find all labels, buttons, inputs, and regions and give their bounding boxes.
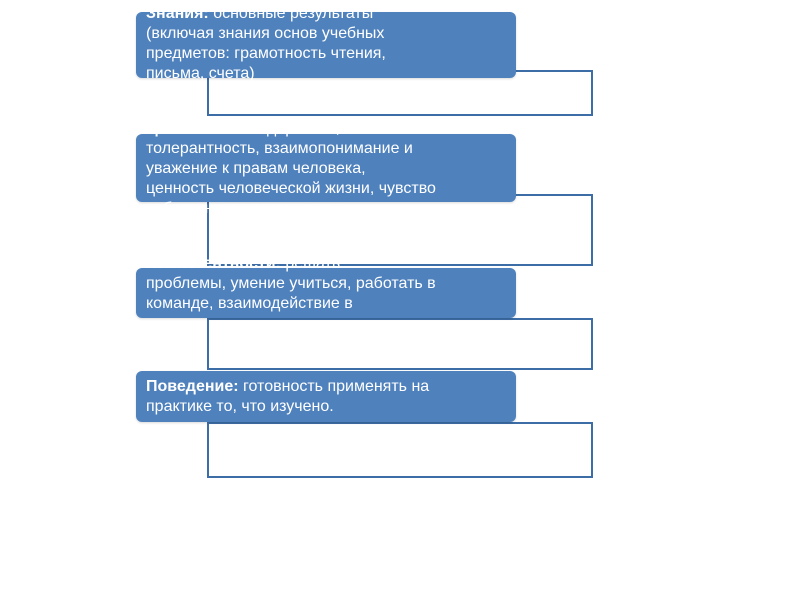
values-box — [136, 120, 516, 217]
competencies-text-1: решать — [280, 255, 341, 272]
values-heading: Ценности: — [146, 120, 228, 137]
behavior-heading: Поведение: — [146, 378, 239, 395]
knowledge-line-3: предметов: грамотность чтения, — [146, 45, 386, 62]
values-line-3: уважение к правам человека, — [146, 160, 366, 177]
values-line-1 — [146, 119, 506, 139]
competencies-line-1 — [146, 254, 506, 274]
knowledge-heading: Знания: — [146, 5, 209, 22]
competencies-heading: Компетентности: — [146, 255, 281, 272]
behavior-line-1 — [146, 377, 506, 397]
values-line-5: собственного достоинства — [146, 200, 343, 217]
behavior-box — [136, 371, 516, 422]
values-line-2: толерантность, взаимопонимание и — [146, 140, 413, 157]
values-text-1: солидарность, — [227, 120, 340, 137]
outline-box-competencies — [207, 318, 593, 370]
knowledge-line-2: (включая знания основ учебных — [146, 25, 385, 42]
behavior-text-1: готовность применять на — [238, 378, 430, 395]
knowledge-line-4: письма, счета) — [146, 65, 255, 82]
outline-box-behavior — [207, 422, 593, 478]
competencies-box — [136, 255, 516, 318]
knowledge-text-1: основные результаты — [208, 5, 374, 22]
behavior-line-2: практике то, что изучено. — [146, 398, 334, 415]
values-line-4: ценность человеческой жизни, чувство — [146, 180, 436, 197]
knowledge-box — [136, 5, 516, 82]
competencies-line-2: проблемы, умение учиться, работать в — [146, 275, 436, 292]
knowledge-line-1 — [146, 4, 506, 24]
competencies-line-3: команде, взаимодействие в — [146, 295, 353, 312]
